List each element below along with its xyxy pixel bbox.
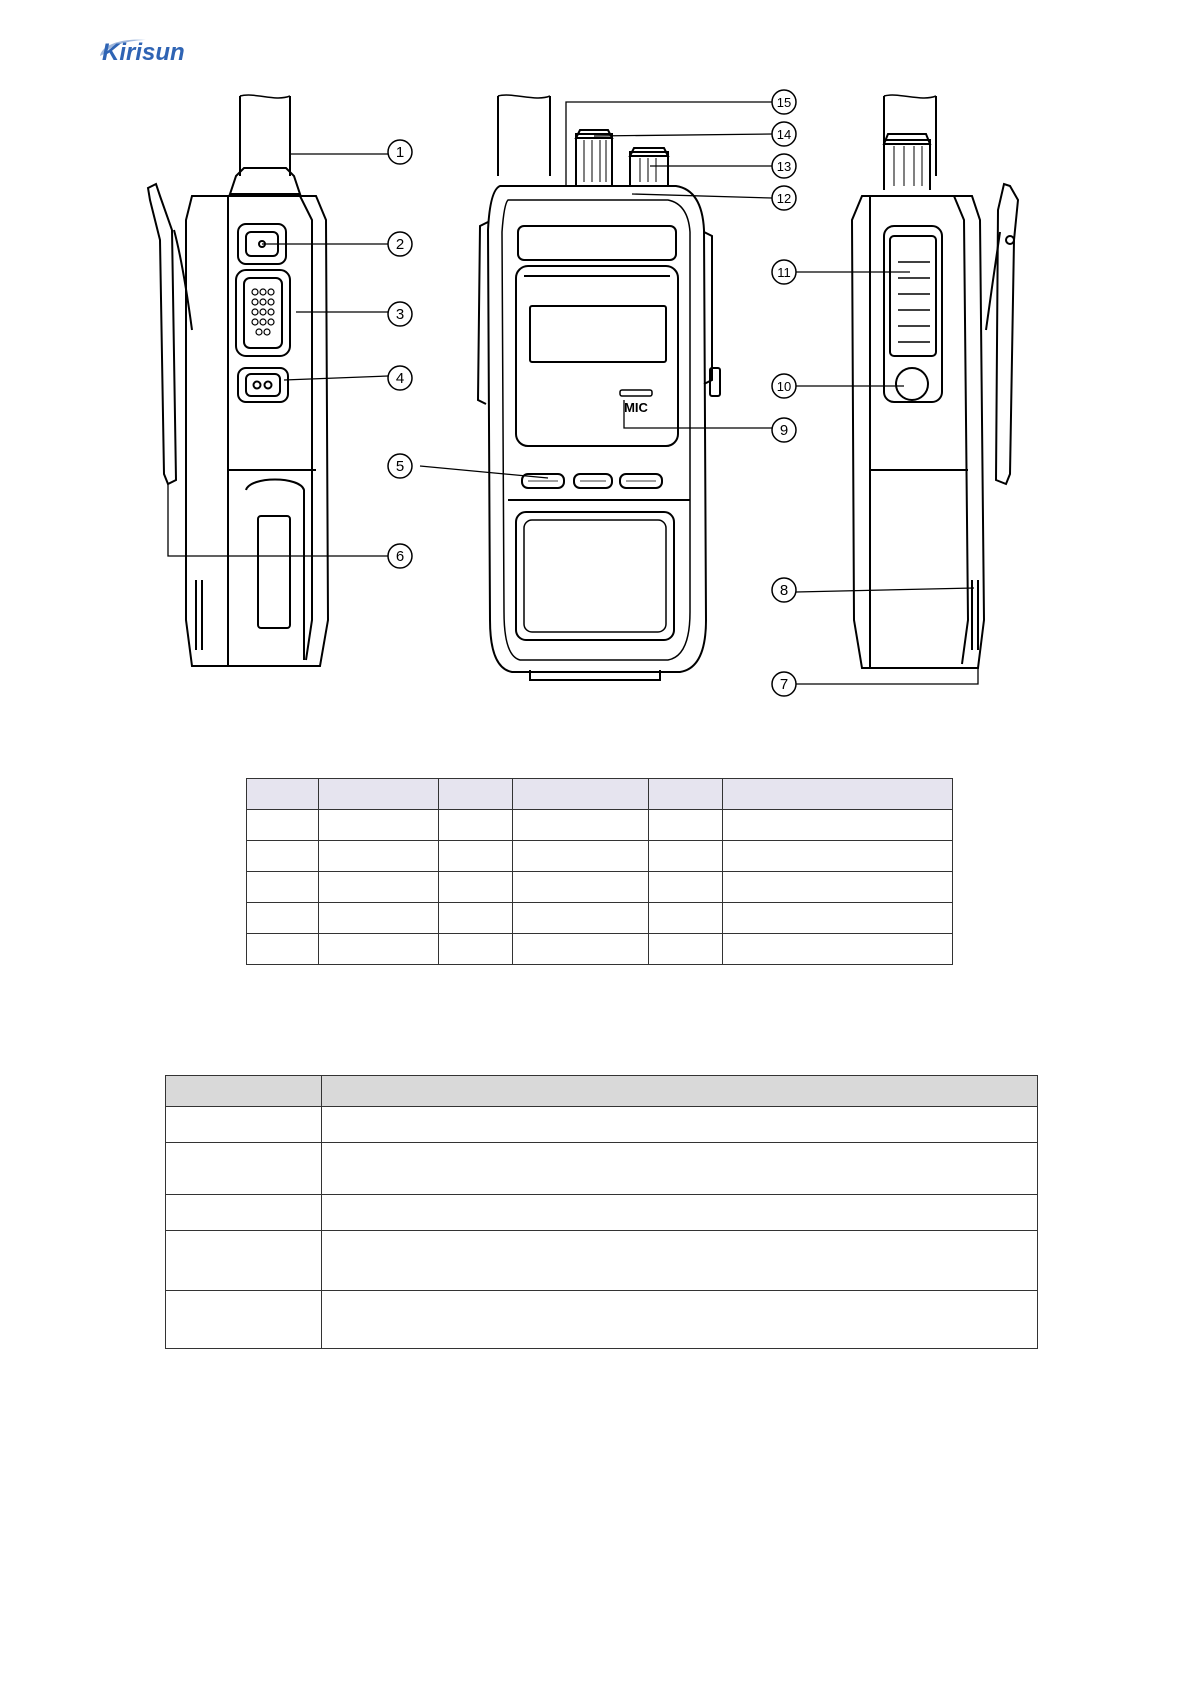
table-cell: [247, 934, 319, 965]
table-row: [166, 1195, 1038, 1231]
table-row: [166, 1107, 1038, 1143]
table-cell: [439, 872, 513, 903]
mic-label: MIC: [624, 400, 648, 415]
table-cell: [322, 1107, 1038, 1143]
table-row: [166, 1143, 1038, 1195]
table-cell: [322, 1143, 1038, 1195]
table-cell: [166, 1291, 322, 1349]
callout-label-2: 2: [395, 236, 405, 253]
table-cell: [439, 934, 513, 965]
table-cell: [322, 1195, 1038, 1231]
callout-label-12: 12: [776, 191, 792, 206]
table-cell: [439, 810, 513, 841]
right-side-view: [796, 95, 1018, 684]
callout-label-3: 3: [395, 306, 405, 323]
table-cell: [166, 1143, 322, 1195]
callout-label-14: 14: [776, 127, 792, 142]
callout-label-13: 13: [776, 159, 792, 174]
table-cell: [247, 903, 319, 934]
parts-table: [246, 778, 953, 965]
logo-text: Kirisun: [102, 39, 185, 66]
table-cell: [247, 841, 319, 872]
table-cell: [322, 1291, 1038, 1349]
table-cell: [319, 872, 439, 903]
table-cell: [723, 934, 953, 965]
table-row: [247, 841, 953, 872]
table-cell: [723, 841, 953, 872]
left-side-view: [148, 95, 388, 666]
parts-header-cell: [723, 779, 953, 810]
table-cell: [247, 810, 319, 841]
table-row: [166, 1291, 1038, 1349]
table-cell: [166, 1231, 322, 1291]
table-cell: [319, 841, 439, 872]
table-row: [247, 903, 953, 934]
radio-diagram: [0, 0, 1191, 720]
desc-table-header: [166, 1076, 1038, 1107]
table-cell: [649, 841, 723, 872]
callout-label-10: 10: [776, 379, 792, 394]
table-row: [247, 934, 953, 965]
table-cell: [319, 810, 439, 841]
desc-header-cell: [322, 1076, 1038, 1107]
table-cell: [166, 1195, 322, 1231]
callout-label-15: 15: [776, 95, 792, 110]
table-cell: [319, 934, 439, 965]
parts-header-cell: [649, 779, 723, 810]
callout-label-9: 9: [779, 422, 789, 439]
callout-label-8: 8: [779, 582, 789, 599]
table-row: [166, 1231, 1038, 1291]
callout-label-7: 7: [779, 676, 789, 693]
front-view: [420, 95, 772, 680]
description-table: [165, 1075, 1038, 1349]
callout-label-6: 6: [395, 548, 405, 565]
parts-header-cell: [319, 779, 439, 810]
table-cell: [439, 903, 513, 934]
table-cell: [322, 1231, 1038, 1291]
parts-header-cell: [439, 779, 513, 810]
callout-label-1: 1: [395, 144, 405, 161]
table-cell: [649, 903, 723, 934]
table-cell: [319, 903, 439, 934]
table-cell: [513, 841, 649, 872]
callout-label-4: 4: [395, 370, 405, 387]
parts-header-cell: [247, 779, 319, 810]
parts-table-header: [247, 779, 953, 810]
table-cell: [723, 810, 953, 841]
table-cell: [649, 810, 723, 841]
table-cell: [247, 872, 319, 903]
desc-header-cell: [166, 1076, 322, 1107]
table-row: [247, 810, 953, 841]
table-cell: [513, 810, 649, 841]
table-cell: [166, 1107, 322, 1143]
callout-label-11: 11: [777, 265, 791, 280]
table-cell: [649, 934, 723, 965]
table-cell: [513, 934, 649, 965]
table-cell: [649, 872, 723, 903]
table-row: [247, 872, 953, 903]
callout-label-5: 5: [395, 458, 405, 475]
table-cell: [723, 903, 953, 934]
parts-header-cell: [513, 779, 649, 810]
table-cell: [513, 872, 649, 903]
table-cell: [439, 841, 513, 872]
table-cell: [513, 903, 649, 934]
table-cell: [723, 872, 953, 903]
